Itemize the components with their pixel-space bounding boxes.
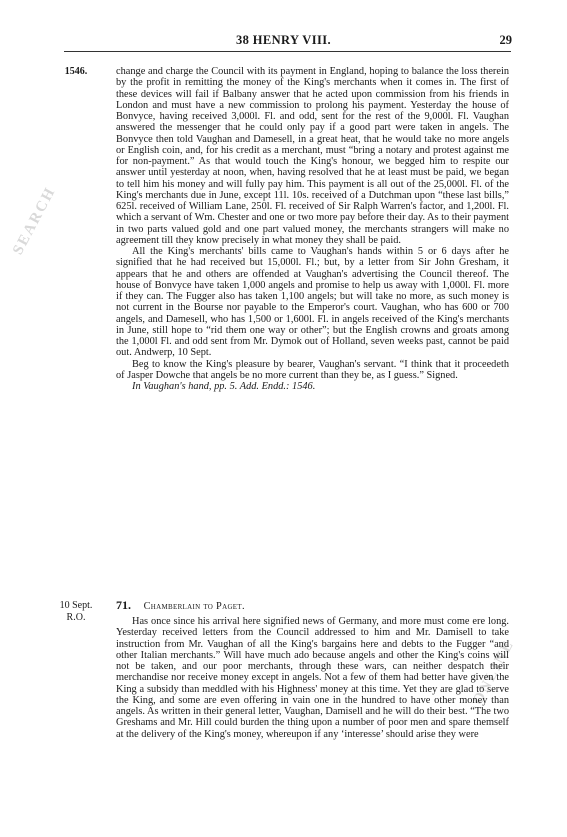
margin-year: 1546. [64, 66, 88, 77]
letter-paragraph: Beg to know the King's pleasure by bearer, Vaughan's servant. “I think that it proceedeth of Jasper Dowche that angels be no more current than they be, as I guess.” Signed. [116, 358, 509, 381]
watermark-left: SEARCH [10, 184, 60, 258]
letter-paragraph: All the King's merchants' bills came to Vaughan's hands within 5 or 6 days after he signified that he had received but 15,000l. Fl.; but, by a letter from Sir John Gresham, it appears that he and others are offended at Vaughan's advertising the Council thereof. The house of Bonvyce have taken 1,000 angels and promise to help us away with 1,000l. Fl. more if they can. The Fugger also has taken 1,100 angels; but will take no more, as such money is not current in the Bourse nor payable to the Emperor's court. Vaughan, who has 600 or 700 angels, and Damesell, who has 1,500 or 1,600l. Fl. in angels received of the King's merchants in June, still hope to “rid them one way or other”; but the English crowns and groats among the 1,000l Fl. and odd sent from Mr. Dymok out of Holland, seven weeks past, cannot be paid out. Andwerp, 10 Sept. [116, 246, 509, 359]
watermark-right: ONLINE [470, 637, 518, 708]
entry-number: 71. [116, 598, 131, 612]
running-head: 38 HENRY VIII. [235, 33, 332, 47]
entry-paragraph: Has once since his arrival here signified news of Germany, and more must come ere long. Yesterday received letters from the Council addressed to him and Mr. Damisell to take instruction from Mr. Vaughan of all the King's bargains here and debts to the Fugger “and other Italian merchants.” Will have much ado because angels and other the King's coins will not be taken, and our poor merchants, through these wars, can neither despatch their merchandise nor receive money except in angels. Not a few of them had better have given the King a subsidy than meddled with his Highness' money at this time. Yet they are glad to serve the King, and some are even offering in vain one in the hundred to have other money than angels. As written in their general letter, Vaughan, Damisell and he will do their best. “The two Greshams and Mr. Hill could burden the thing upon a number of poor men and spare themself at the delivery of the King's money, whereupon if any ‘interesse’ should arise they were [116, 616, 509, 740]
header-rule [64, 51, 511, 52]
page-number: 29 [499, 33, 512, 47]
entry-heading [116, 599, 509, 613]
letter-continued [116, 66, 509, 392]
document-citation: In Vaughan's hand, pp. 5. Add. Endd.: 1546. [132, 381, 316, 392]
margin-date-line: 10 Sept. [59, 600, 93, 611]
page-header [0, 33, 567, 55]
letter-paragraph: change and charge the Council with its payment in England, hoping to balance the loss therein by the profit in remitting the money of the King's merchants when it comes in. The first of these devices will fail if Balbany answer that he acted upon commission from his friends in London and must have a new commission to prolong his payment. Yesterday the house of Bonvyce, having received 3,000l. Fl. and odd, sent for the rest of the 9,000l. Fl. Vaughan answered the messenger that he could only pay if a good part were taken in angels. The Bonvyce then told Vaughan and Damesell, in a great heat, that he would take no more angels or English coin, and, for his credit as a merchant, must “bring a notary and protest against me for non-payment.” As that would touch the King's honour, we begged him to respite our answer until yesterday at noon, when, having resolved that he at least must be paid, we began to tell him his money and will fully pay him. This payment is all out of the 25,000l. Fl. of the King's merchants due in June, except 11l. 10s. received of a Dutchman upon “these last bills,” 625l. received of William Lane, 250l. Fl. received of Sir Ralph Warren's factor, and 1,200l. Fl. which a servant of Wm. Chester and one or two more pay before their day. As to their payment in two parts valued gold and one part valued money, the merchants strangers will make no agreement till they know precisely in what money they shall be paid. [116, 66, 509, 246]
margin-date [54, 600, 98, 624]
margin-source-line: R.O. [66, 612, 86, 623]
entry-title: Chamberlain to Paget. [143, 601, 245, 612]
entry-body [116, 616, 509, 740]
